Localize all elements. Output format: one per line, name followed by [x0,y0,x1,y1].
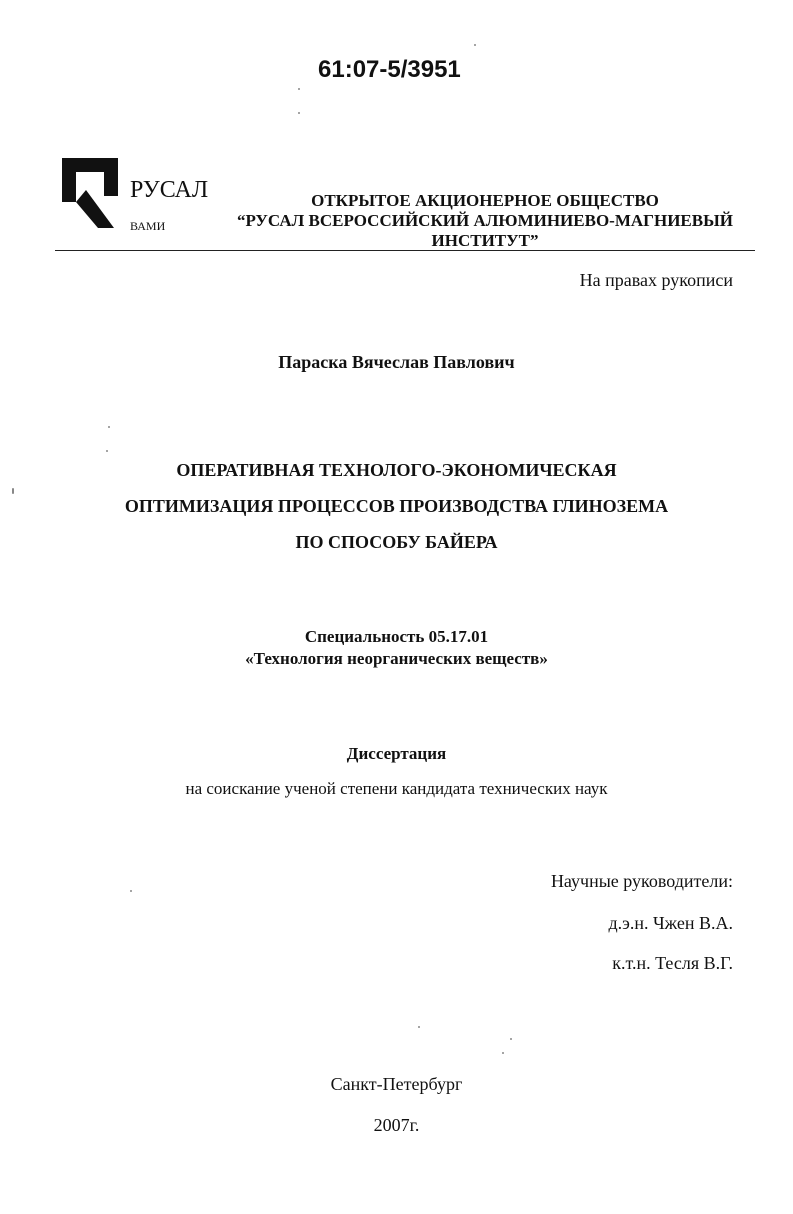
scan-speck [298,88,300,90]
year: 2007г. [373,1115,420,1135]
specialty-code: Специальность 05.17.01 [304,627,489,646]
advisor-1: д.э.н. Чжен В.А. [608,913,733,933]
scan-speck [510,1038,512,1040]
scan-speck [418,1026,420,1028]
scan-speck [106,450,108,452]
title-line-1: ОПЕРАТИВНАЯ ТЕХНОЛОГО-ЭКОНОМИЧЕСКАЯ [176,460,617,480]
dissertation-title [0,452,793,560]
specialty-name: «Технология неорганических веществ» [245,649,548,668]
author-name: Параска Вячеслав Павлович [278,352,515,372]
advisor-2: к.т.н. Тесля В.Г. [612,953,733,973]
organization-line-3: ИНСТИТУТ” [431,231,539,250]
scan-speck [108,426,110,428]
dissertation-subtitle: на соискание ученой степени кандидата технических наук [185,779,608,798]
scan-speck [474,44,476,46]
scan-speck [12,488,14,494]
organization-line-2: “РУСАЛ ВСЕРОССИЙСКИЙ АЛЮМИНИЕВО-МАГНИЕВЫЙ [236,211,734,230]
organization-line-1: ОТКРЫТОЕ АКЦИОНЕРНОЕ ОБЩЕСТВО [311,191,659,210]
dissertation-heading: Диссертация [346,744,447,763]
scan-speck [502,1052,504,1054]
advisors-heading: Научные руководители: [550,871,733,891]
rights-note: На правах рукописи [579,270,733,290]
logo-brand-text: РУСАЛ [130,177,209,203]
logo-sub-brand-text: ВАМИ [130,219,166,233]
rusal-logo-icon [58,156,122,232]
title-line-3: ПО СПОСОБУ БАЙЕРА [295,532,498,552]
header-divider [55,250,755,251]
archive-code: 61:07-5/3951 [318,56,461,83]
title-line-2: ОПТИМИЗАЦИЯ ПРОЦЕССОВ ПРОИЗВОДСТВА ГЛИНОЗЕМА [124,496,669,516]
city: Санкт-Петербург [330,1074,463,1094]
scan-speck [130,890,132,892]
organization-name [230,191,740,251]
scan-speck [298,112,300,114]
specialty-block [0,626,793,670]
